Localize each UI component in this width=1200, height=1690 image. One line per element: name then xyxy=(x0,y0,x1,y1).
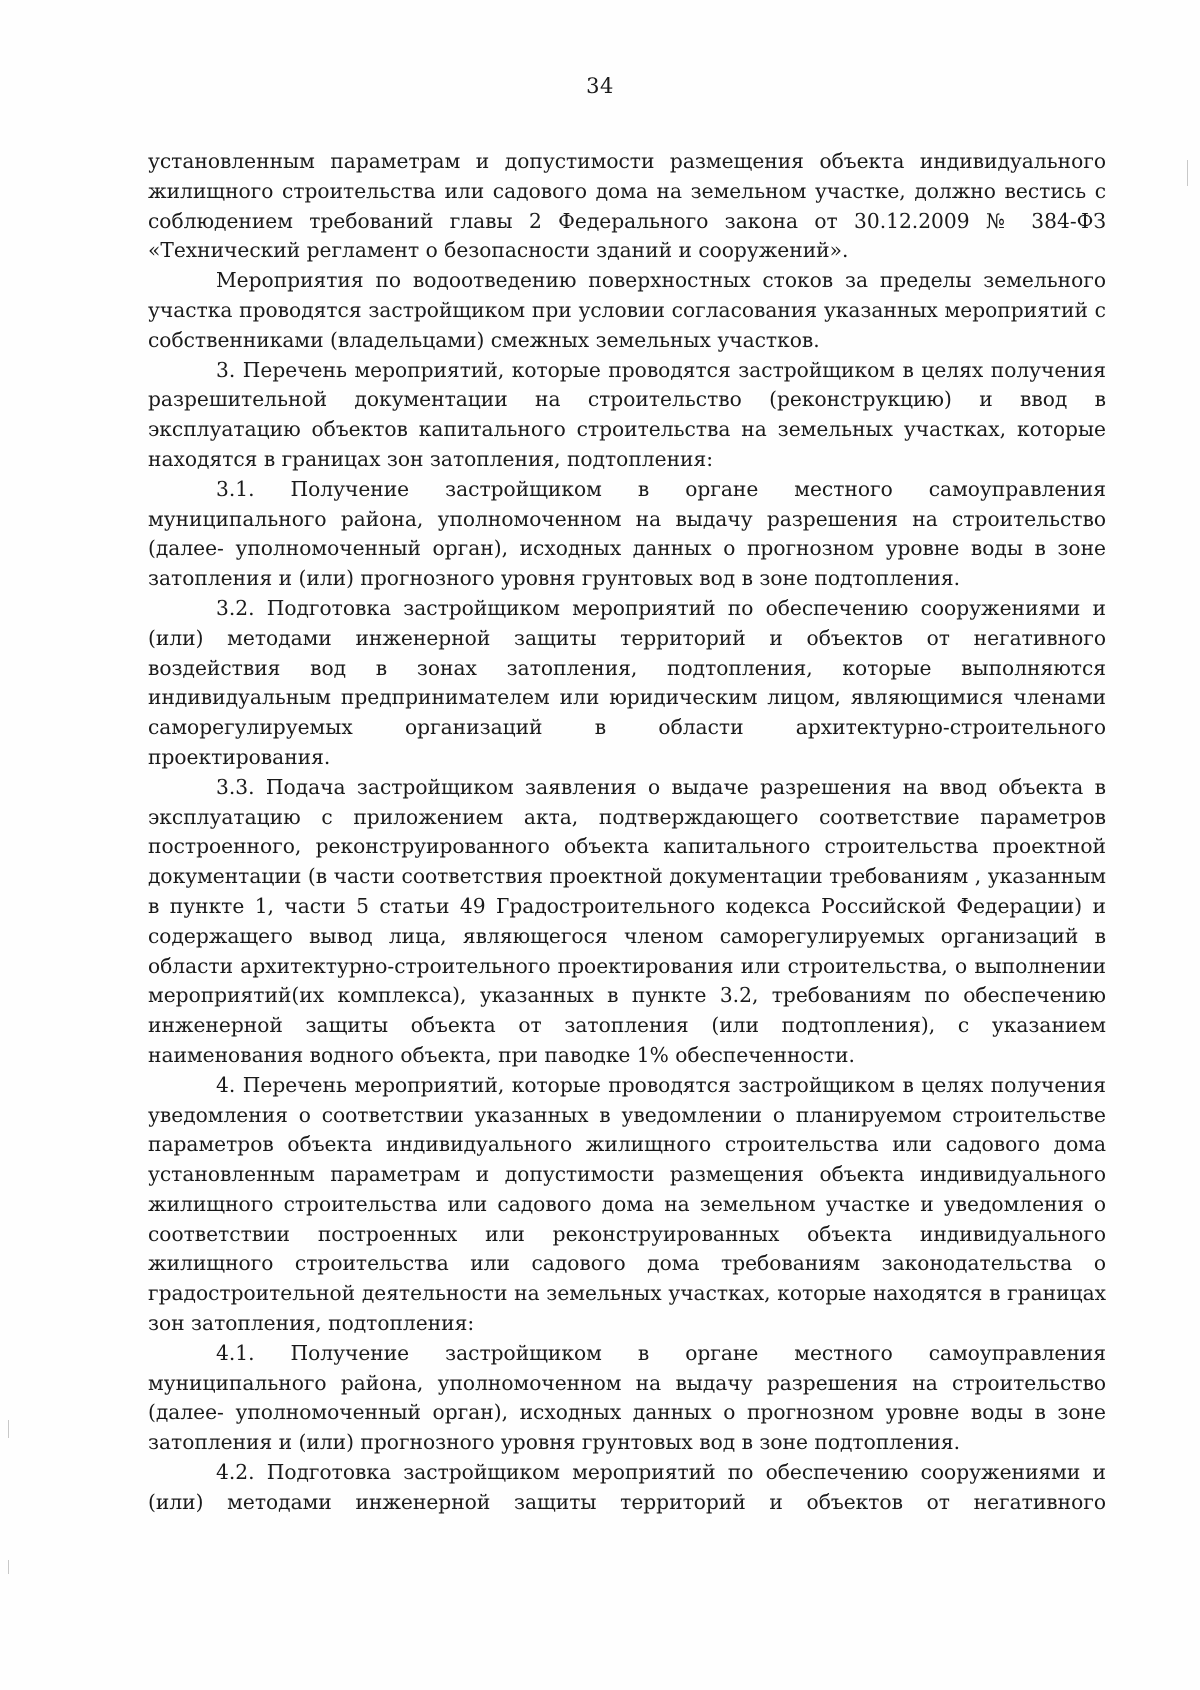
paragraph-item-4-2: 4.2. Подготовка застройщиком мероприятий по обеспечению сооружениями и (или) методами инженерной защиты территорий и объектов от негативного xyxy=(148,1460,1106,1514)
paragraph-item-3-1: 3.1. Получение застройщиком в органе местного самоуправления муниципального района, уполномоченном на выдачу разрешения на строительство (далее- уполномоченный орган), исходных данных о прогнозном уровне воды в зоне затопления и (или) прогнозного уровня грунтовых вод в зоне подтопления. xyxy=(148,476,1106,591)
paragraph-continuation: установленным параметрам и допустимости размещения объекта индивидуального жилищного строительства или садового дома на земельном участке, должно вестись с соблюдением требований главы 2 Федерального закона от 30.12.2009 № 384-ФЗ «Технический регламент о безопасности зданий и сооружений». xyxy=(148,149,1106,263)
scan-edge-mark xyxy=(1187,160,1188,186)
paragraph-item-3-2: 3.2. Подготовка застройщиком мероприятий по обеспечению сооружениями и (или) методами инженерной защиты территорий и объектов от негативного воздействия вод в зонах затопления, подтопления, которые выполняются индивидуальным предпринимателем или юридическим лицом, являющимися членами саморегулируемых организаций в области архитектурно-строительного проектирования. xyxy=(148,595,1106,769)
scan-edge-mark xyxy=(8,1560,9,1574)
page-number: 34 xyxy=(586,74,614,98)
scan-edge-mark xyxy=(8,1420,9,1438)
document-body xyxy=(148,147,1106,1518)
paragraph-section-4: 4. Перечень мероприятий, которые проводятся застройщиком в целях получения уведомления о соответствии указанных в уведомлении о планируемом строительстве параметров объекта индивидуального жилищного строительства или садового дома установленным параметрам и допустимости размещения объекта индивидуального жилищного строительства или садового дома на земельном участке и уведомления о соответствии построенных или реконструированных объекта индивидуального жилищного строительства или садового дома требованиям законодательства о градостроительной деятельности на земельных участках, которые находятся в границах зон затопления, подтопления: xyxy=(148,1072,1106,1336)
paragraph-item-3-3: 3.3. Подача застройщиком заявления о выдаче разрешения на ввод объекта в эксплуатацию с приложением акта, подтверждающего соответствие параметров построенного, реконструированного объекта капитального строительства проектной документации (в части соответствия проектной документации требованиям , указанным в пункте 1, части 5 статьи 49 Градостроительного кодекса Российской Федерации) и содержащего вывод лица, являющегося членом саморегулируемых организаций в области архитектурно-строительного проектирования или строительства, о выполнении мероприятий(их комплекса), указанных в пункте 3.2, требованиям по обеспечению инженерной защиты объекта от затопления (или подтопления), с указанием наименования водного объекта, при паводке 1% обеспеченности. xyxy=(148,774,1106,1067)
paragraph-section-3: 3. Перечень мероприятий, которые проводятся застройщиком в целях получения разрешительной документации на строительство (реконструкцию) и ввод в эксплуатацию объектов капитального строительства на земельных участках, которые находятся в границах зон затопления, подтопления: xyxy=(148,357,1106,471)
paragraph-drainage: Мероприятия по водоотведению поверхностных стоков за пределы земельного участка проводятся застройщиком при условии согласования указанных мероприятий с собственниками (владельцами) смежных земельных участков. xyxy=(148,268,1106,352)
paragraph-item-4-1: 4.1. Получение застройщиком в органе местного самоуправления муниципального района, уполномоченном на выдачу разрешения на строительство (далее- уполномоченный орган), исходных данных о прогнозном уровне воды в зоне затопления и (или) прогнозного уровня грунтовых вод в зоне подтопления. xyxy=(148,1340,1106,1455)
